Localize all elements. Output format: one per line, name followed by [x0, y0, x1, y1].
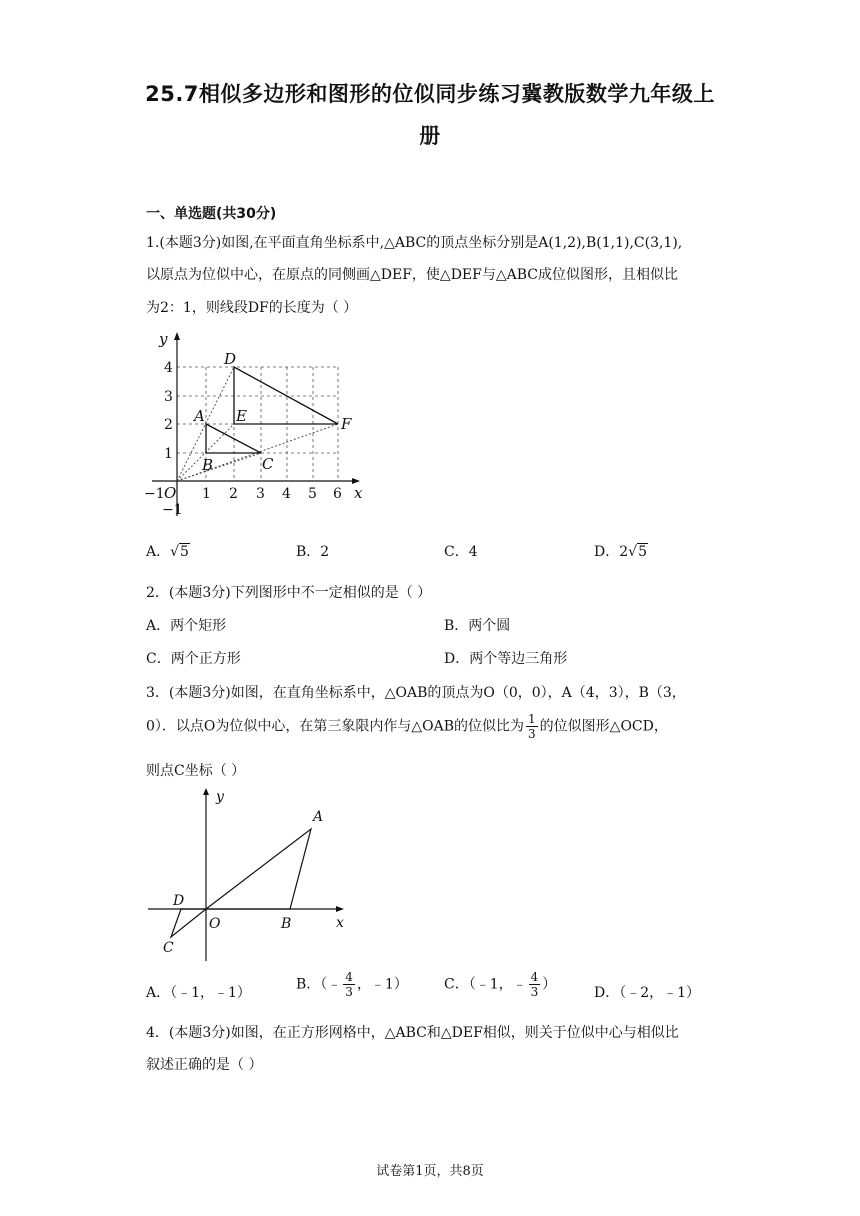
option-text: C．（﹣1，﹣	[444, 976, 527, 993]
q2-option-b[interactable]: B．两个圆	[444, 618, 511, 634]
point-a-label: A	[194, 407, 205, 425]
origin-label: O	[209, 916, 221, 932]
y-axis-label: y	[216, 789, 224, 805]
q3-figure	[140, 785, 360, 965]
sqrt-value: 5	[638, 544, 647, 560]
x-axis-label: x	[354, 484, 363, 502]
q2-option-d[interactable]: D．两个等边三角形	[444, 651, 568, 667]
point-a-label: A	[313, 809, 324, 825]
page-title-continued: 册	[419, 124, 441, 148]
q3-line3: 则点C坐标（ ）	[146, 763, 246, 779]
page-title: 25.7相似多边形和图形的位似同步练习冀教版数学九年级上	[145, 82, 715, 106]
option-text-end: ）	[542, 976, 557, 993]
y-tick: 4	[164, 360, 173, 376]
x-tick: 5	[308, 486, 317, 502]
q1-option-b[interactable]: B．2	[296, 544, 330, 560]
option-letter: A．	[146, 544, 171, 560]
neg-x-tick: −1	[144, 486, 165, 502]
point-b-label: B	[202, 456, 214, 474]
fraction	[529, 970, 541, 999]
y-axis-label: y	[159, 330, 168, 348]
triangle-def	[234, 367, 338, 424]
origin-label: O	[164, 484, 177, 502]
q2-option-c[interactable]: C．两个正方形	[146, 651, 241, 667]
point-d-label: D	[173, 893, 185, 909]
numerator: 1	[528, 712, 536, 726]
point-b-label: B	[281, 916, 292, 932]
q4-line1: 4．(本题3分)如图，在正方形网格中，△ABC和△DEF相似，则关于位似中心与相似比	[146, 1025, 679, 1041]
q3-line2	[146, 712, 668, 741]
point-c-label: C	[163, 940, 174, 956]
x-tick: 4	[282, 486, 291, 502]
q2-line1: 2．(本题3分)下列图形中不一定相似的是（ ）	[146, 585, 432, 601]
q3-line1: 3．(本题3分)如图，在直角坐标系中，△OAB的顶点为O（0，0），A（4，3），B（3，	[146, 685, 686, 701]
neg-y-tick: −1	[162, 502, 183, 518]
q3-line2-text-end: 的位似图形△OCD，	[539, 718, 668, 735]
q1-figure	[140, 328, 370, 528]
triangle-abc	[206, 424, 261, 453]
q4-line2: 叙述正确的是（ ）	[146, 1057, 263, 1073]
q3-line2-text: 0）．以点O为位似中心，在第三象限内作与△OAB的位似比为	[146, 718, 525, 735]
denominator: 3	[528, 727, 536, 741]
numerator: 4	[345, 970, 353, 984]
section-heading: 一、单选题(共30分)	[146, 206, 277, 222]
x-tick: 1	[202, 486, 211, 502]
q1-line3: 为2：1，则线段DF的长度为（ ）	[146, 300, 358, 316]
point-e-label: E	[236, 407, 247, 425]
option-text-end: ，﹣1）	[356, 976, 408, 993]
point-f-label: F	[341, 415, 352, 433]
q3-option-b[interactable]	[296, 970, 408, 999]
y-arrow-icon	[174, 332, 180, 340]
q1-line2: 以原点为位似中心，在原点的同侧画△DEF，使△DEF与△ABC成位似图形，且相似比	[146, 267, 678, 283]
option-text: B．（﹣	[296, 976, 342, 993]
q3-option-c[interactable]	[444, 970, 556, 999]
y-tick: 2	[164, 417, 173, 433]
q3-option-d[interactable]: D．（﹣2，﹣1）	[594, 985, 701, 1001]
q1-option-a[interactable]: A．√5	[146, 544, 189, 560]
q1-option-d[interactable]: D．2√5	[594, 544, 647, 560]
option-letter: D．	[594, 544, 620, 560]
q2-option-a[interactable]: A．两个矩形	[146, 618, 227, 634]
x-tick: 6	[333, 486, 342, 502]
triangle-ocd	[171, 909, 206, 937]
point-c-label: C	[262, 455, 274, 473]
y-arrow-icon	[203, 788, 209, 795]
coefficient: 2	[619, 544, 629, 560]
q1-line1: 1.(本题3分)如图,在平面直角坐标系中,△ABC的顶点坐标分别是A(1,2),B(1,1),C(3,1),	[146, 235, 683, 251]
x-tick: 3	[256, 486, 265, 502]
q1-option-c[interactable]: C．4	[444, 544, 478, 560]
x-arrow-icon	[336, 906, 344, 912]
q3-option-a[interactable]: A．（﹣1，﹣1）	[146, 985, 251, 1001]
y-tick: 3	[164, 389, 173, 405]
fraction	[343, 970, 355, 999]
x-tick: 2	[229, 486, 238, 502]
fraction	[526, 712, 538, 741]
sqrt-value: 5	[180, 544, 189, 560]
triangle-oab	[206, 829, 311, 909]
page-footer: 试卷第1页，共8页	[376, 1164, 484, 1179]
point-d-label: D	[224, 350, 237, 368]
y-tick: 1	[164, 446, 173, 462]
x-axis-label: x	[336, 915, 344, 931]
denominator: 3	[530, 985, 539, 999]
numerator: 4	[530, 970, 539, 984]
denominator: 3	[345, 985, 353, 999]
